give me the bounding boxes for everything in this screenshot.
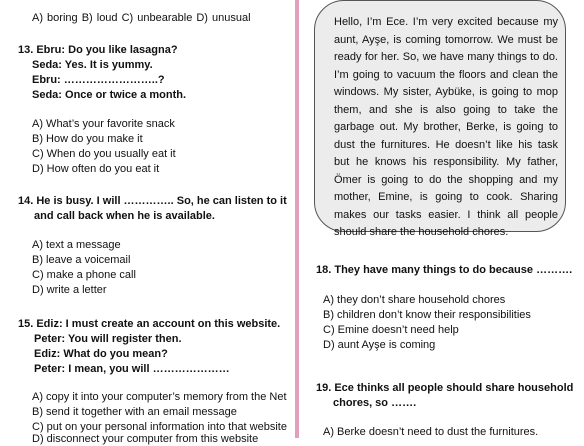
column-divider <box>295 0 299 438</box>
q18-option-d[interactable]: D) aunt Ayşe is coming <box>323 339 436 351</box>
q15-option-c[interactable]: C) put on your personal information into that website <box>32 421 287 433</box>
q14-option-b[interactable]: B) leave a voicemail <box>32 254 131 266</box>
q15-dialog-line: Ediz: What do you mean? <box>34 348 168 360</box>
q15-option-b[interactable]: B) send it together with an email message <box>32 406 237 418</box>
q15-option-d-clipped <box>32 433 282 445</box>
q14-question: 14. He is busy. I will ………….. So, he can listen to it <box>18 195 287 207</box>
q13-question: 13. Ebru: Do you like lasagna? <box>18 44 178 56</box>
q13-dialog-line: Seda: Yes. It is yummy. <box>32 59 153 71</box>
q19-question-cont: chores, so ……. <box>333 397 417 409</box>
q15-option-d[interactable]: D) disconnect your computer from this website <box>32 433 259 445</box>
q18-option-b[interactable]: B) children don’t know their responsibilities <box>323 309 531 321</box>
q14-option-d[interactable]: D) write a letter <box>32 284 107 296</box>
q15-dialog-line: Peter: I mean, you will ………………… <box>34 363 230 375</box>
q13-dialog-line: Seda: Once or twice a month. <box>32 89 187 101</box>
q13-dialog-line: Ebru: ……………………..? <box>32 74 165 86</box>
reading-passage: Hello, I’m Ece. I’m very excited because my aunt, Ayşe, is coming tomorrow. We must be ready for her. So, we have many things to do. I’m going to vacuum the floors and clean the windows. My sister, Aybüke, is going to mop them, and she is also going to take the garbage out. My brother, Berke, is going to dust the furnitures. He doesn’t like his task but he knows his responsibility. My father, Ömer is going to do the shopping and my mother, Emine, is going to cook. Sharing makes our tasks easier. I think all people should share the household chores. <box>334 16 558 238</box>
q12-options: A) boring B) loud C) unbearable D) unusual <box>32 12 251 24</box>
q13-option-a[interactable]: A) What’s your favorite snack <box>32 118 175 130</box>
q15-option-a[interactable]: A) copy it into your computer’s memory from the Net <box>32 391 287 403</box>
q13-option-c[interactable]: C) When do you usually eat it <box>32 148 176 160</box>
q19-option-a[interactable]: A) Berke doesn’t need to dust the furnitures. <box>323 426 539 438</box>
q15-question: 15. Ediz: I must create an account on this website. <box>18 318 281 330</box>
q13-option-b[interactable]: B) How do you make it <box>32 133 143 145</box>
q14-question-cont: and call back when he is available. <box>34 210 215 222</box>
q18-option-c[interactable]: C) Emine doesn’t need help <box>323 324 459 336</box>
q18-question: 18. They have many things to do because ………. <box>316 264 573 276</box>
q19-question: 19. Ece thinks all people should share household <box>316 382 574 394</box>
q14-option-a[interactable]: A) text a message <box>32 239 121 251</box>
q15-dialog-line: Peter: You will register then. <box>34 333 182 345</box>
q13-option-d[interactable]: D) How often do you eat it <box>32 163 160 175</box>
q14-option-c[interactable]: C) make a phone call <box>32 269 136 281</box>
q18-option-a[interactable]: A) they don’t share household chores <box>323 294 506 306</box>
